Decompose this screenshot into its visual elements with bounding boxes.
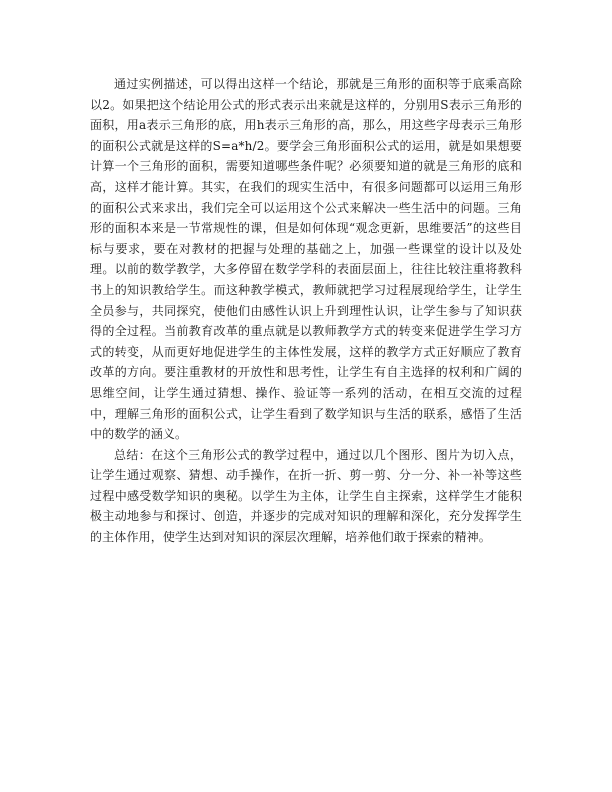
paragraph-summary: 总结：在这个三角形公式的教学过程中，通过以几个图形、图片为切入点，让学生通过观察、猜想、动手操作，在折一折、剪一剪、分一分、补一补等这些过程中感受数学知识的奥秘。以学生为主体，让学生自主探索，这样学生才能积极主动地参与和探讨、创造，并逐步的完成对知识的理解和深化，充分发挥学生的主体作用，使学生达到对知识的深层次理解，培养他们敢于探索的精神。 [90,447,522,545]
document-body [90,74,522,548]
paragraph-main: 通过实例描述，可以得出这样一个结论，那就是三角形的面积等于底乘高除以2。如果把这个结论用公式的形式表示出来就是这样的，分别用S表示三角形的面积，用a表示三角形的底，用h表示三角形的高，那么，用这些字母表示三角形的面积公式就是这样的S=a*h/2。要学会三角形面积公式的运用，就是如果想要计算一个三角形的面积，需要知道哪些条件呢？必须要知道的就是三角形的底和高，这样才能计算。其实，在我们的现实生活中，有很多问题都可以运用三角形的面积公式来求出，我们完全可以运用这个公式来解决一些生活中的问题。三角形的面积本来是一节常规性的课，但是如何体现“观念更新，思维要活”的这些目标与要求，要在对教材的把握与处理的基础之上，加强一些课堂的设计以及处理。以前的数学教学，大多停留在数学学科的表面层面上，往往比较注重将教科书上的知识教给学生。而这种教学模式，教师就把学习过程展现给学生，让学生全员参与，共同探究，使他们由感性认识上升到理性认识，让学生参与了知识获得的全过程。当前教育改革的重点就是以教师教学方式的转变来促进学生学习方式的转变，从而更好地促进学生的主体性发展，这样的教学方式正好顺应了教育改革的方向。要注重教材的开放性和思考性，让学生有自主选择的权利和广阔的思维空间，让学生通过猜想、操作、验证等一系列的活动，在相互交流的过程中，理解三角形的面积公式，让学生看到了数学知识与生活的联系，感悟了生活中的数学的涵义。 [90,77,522,442]
